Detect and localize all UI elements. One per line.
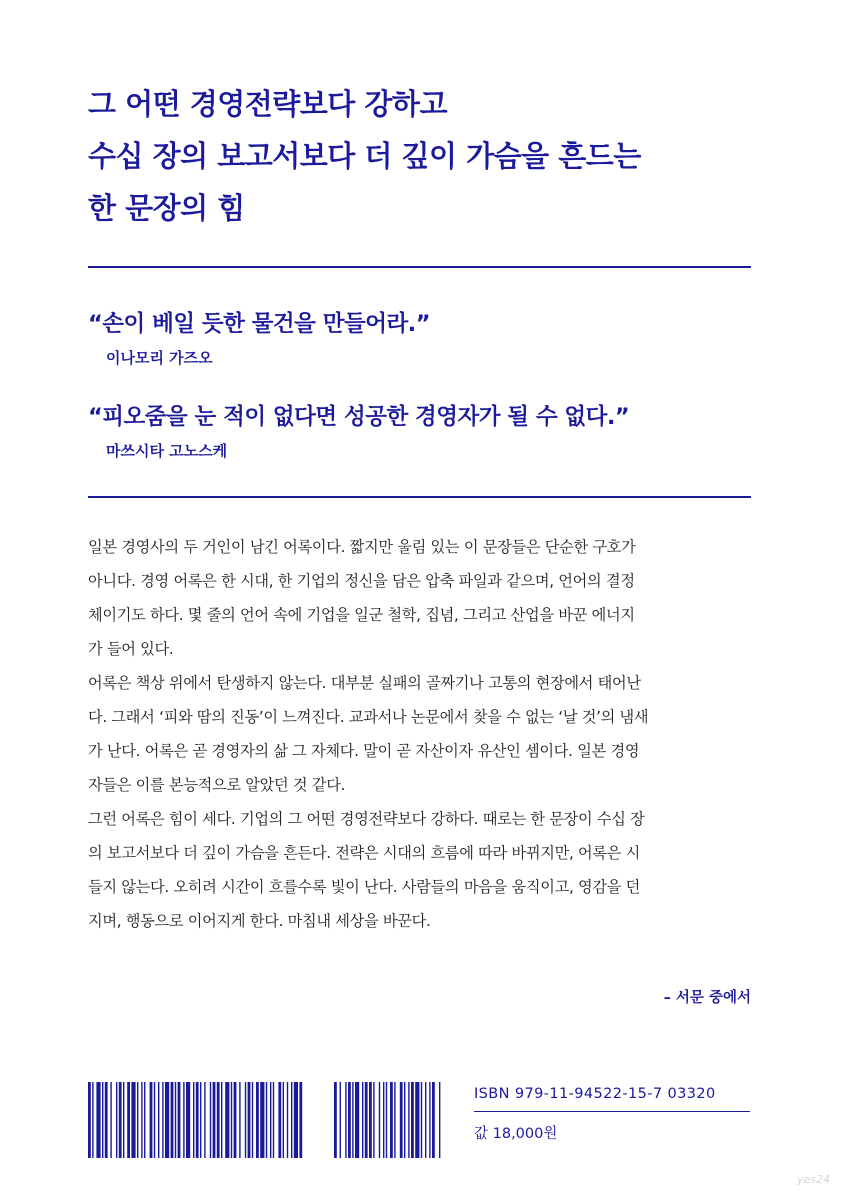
- barcode-bar: [239, 1082, 240, 1158]
- barcode-bar: [270, 1082, 271, 1158]
- body-paragraph: [88, 666, 751, 802]
- isbn-divider: [474, 1111, 750, 1112]
- body-text: [88, 530, 751, 938]
- barcode-bar: [200, 1082, 201, 1158]
- body-line: 어록은 책상 위에서 탄생하지 않는다. 대부분 실패의 골짜기나 고통의 현장에서 태어난: [88, 674, 641, 692]
- barcode-bar: [256, 1082, 259, 1158]
- body-line: 의 보고서보다 더 깊이 가슴을 흔든다. 전략은 시대의 흐름에 따라 바뀌지만, 어록은 시: [88, 844, 641, 862]
- barcode-bar: [373, 1082, 374, 1158]
- barcode-bar: [131, 1082, 135, 1158]
- barcode-bar: [119, 1082, 122, 1158]
- body-paragraph: [88, 530, 751, 666]
- barcode-bar: [365, 1082, 368, 1158]
- barcode-bar: [141, 1082, 142, 1158]
- body-line: 체이기도 하다. 몇 줄의 언어 속에 기업을 일군 철학, 집념, 그리고 산업을 바꾼 에너지: [88, 606, 635, 624]
- body-line: 일본 경영사의 두 거인이 남긴 어록이다. 짧지만 울림 있는 이 문장들은 단순한 구호가: [88, 538, 636, 556]
- barcode-bar: [150, 1082, 153, 1158]
- barcode-bar: [429, 1082, 430, 1158]
- barcode-bar: [158, 1082, 159, 1158]
- barcode-bar: [248, 1082, 251, 1158]
- barcode-bar: [390, 1082, 393, 1158]
- barcode-bar: [421, 1082, 422, 1158]
- body-line: 다. 그래서 ‘피와 땀의 진동’이 느껴진다. 교과서나 논문에서 찾을 수 없는 ‘날 것’의 냄새: [88, 708, 649, 726]
- barcode-bar: [411, 1082, 414, 1158]
- barcode-bar: [196, 1082, 199, 1158]
- barcode-bar: [348, 1082, 351, 1158]
- barcode-bar: [439, 1082, 440, 1158]
- barcode-bar: [340, 1082, 341, 1158]
- barcode-bar: [415, 1082, 419, 1158]
- barcode-bar: [165, 1082, 169, 1158]
- barcode-bar: [355, 1082, 359, 1158]
- barcode-bar: [432, 1082, 435, 1158]
- body-line: 아니다. 경영 어록은 한 시대, 한 기업의 정신을 담은 압축 파일과 같으며, 언어의 결정: [88, 572, 635, 590]
- barcode-bar: [127, 1082, 130, 1158]
- barcode-bar: [183, 1082, 184, 1158]
- barcode-bar: [144, 1082, 145, 1158]
- barcode-bar: [345, 1082, 346, 1158]
- barcode-bar: [294, 1082, 298, 1158]
- body-line: 자들은 이를 본능적으로 알았던 것 같다.: [88, 776, 346, 794]
- barcode-bar: [404, 1082, 405, 1158]
- isbn: ISBN 979-11-94522-15-7 03320: [474, 1086, 716, 1102]
- barcode-bar: [154, 1082, 155, 1158]
- barcode-bar: [386, 1082, 387, 1158]
- body-paragraph: [88, 802, 751, 938]
- body-line: 들지 않는다. 오히려 시간이 흐를수록 빛이 난다. 사람들의 마음을 움직이고, 영감을 던: [88, 878, 641, 896]
- barcode-bar: [92, 1082, 93, 1158]
- headline-line: 그 어떤 경영전략보다 강하고: [88, 87, 447, 121]
- barcode-bar: [383, 1082, 384, 1158]
- barcode-bar: [110, 1082, 111, 1158]
- barcode-bar: [352, 1082, 353, 1158]
- price: 값 18,000원: [474, 1126, 558, 1142]
- divider-mid: [88, 496, 751, 498]
- barcode-bar: [204, 1082, 205, 1158]
- barcode: [88, 1082, 443, 1158]
- barcode-bar: [283, 1082, 284, 1158]
- headline: [88, 78, 641, 234]
- barcode-bar: [362, 1082, 363, 1158]
- barcode-bar: [178, 1082, 181, 1158]
- barcode-bar: [245, 1082, 246, 1158]
- barcode-bar: [369, 1082, 372, 1158]
- barcode-bar: [88, 1082, 91, 1158]
- barcode-bar: [278, 1082, 281, 1158]
- barcode-bar: [273, 1082, 274, 1158]
- barcode-bar: [96, 1082, 100, 1158]
- barcode-bar: [116, 1082, 117, 1158]
- body-line: 그런 어록은 힘이 세다. 기업의 그 어떤 경영전략보다 강하다. 때로는 한 문장이 수십 장: [88, 810, 645, 828]
- barcode-bar: [408, 1082, 409, 1158]
- headline-line: 수십 장의 보고서보다 더 깊이 가슴을 흔드는: [88, 139, 641, 173]
- barcode-bar: [334, 1082, 337, 1158]
- divider-top: [88, 266, 751, 268]
- barcode-bar: [213, 1082, 216, 1158]
- barcode-bar: [217, 1082, 220, 1158]
- barcode-bar: [394, 1082, 395, 1158]
- quote-1-author: 이나모리 가즈오: [106, 349, 213, 367]
- barcode-bar: [252, 1082, 253, 1158]
- barcode-bar: [231, 1082, 232, 1158]
- barcode-bar: [186, 1082, 190, 1158]
- quote-1: “손이 베일 듯한 물건을 만들어라.”: [88, 311, 431, 337]
- barcode-bar: [175, 1082, 176, 1158]
- headline-line: 한 문장의 힘: [88, 191, 245, 225]
- barcode-bar: [193, 1082, 194, 1158]
- watermark: yes24: [796, 1173, 830, 1186]
- barcode-bar: [225, 1082, 229, 1158]
- barcode-bar: [425, 1082, 426, 1158]
- barcode-bar: [102, 1082, 103, 1158]
- barcode-bar: [105, 1082, 108, 1158]
- barcode-bar: [379, 1082, 380, 1158]
- barcode-bar: [234, 1082, 237, 1158]
- quote-2-author: 마쓰시타 고노스케: [106, 442, 228, 460]
- body-line: 가 난다. 어록은 곧 경영자의 삶 그 자체다. 말이 곧 자산이자 유산인 셈이다. 일본 경영: [88, 742, 640, 760]
- barcode-bar: [137, 1082, 138, 1158]
- barcode-bar: [162, 1082, 163, 1158]
- barcode-bar: [287, 1082, 288, 1158]
- barcode-bar: [221, 1082, 222, 1158]
- attribution: – 서문 중에서: [663, 990, 751, 1006]
- barcode-bar: [210, 1082, 211, 1158]
- barcode-bar: [266, 1082, 267, 1158]
- barcode-bar: [299, 1082, 302, 1158]
- barcode-bar: [400, 1082, 403, 1158]
- barcode-bar: [291, 1082, 292, 1158]
- body-line: 지며, 행동으로 이어지게 한다. 마침내 세상을 바꾼다.: [88, 912, 431, 930]
- quote-2: “피오줌을 눈 적이 없다면 성공한 경영자가 될 수 없다.”: [88, 404, 630, 430]
- barcode-bar: [123, 1082, 124, 1158]
- body-line: 가 들어 있다.: [88, 640, 174, 658]
- barcode-bar: [260, 1082, 264, 1158]
- barcode-bar: [171, 1082, 174, 1158]
